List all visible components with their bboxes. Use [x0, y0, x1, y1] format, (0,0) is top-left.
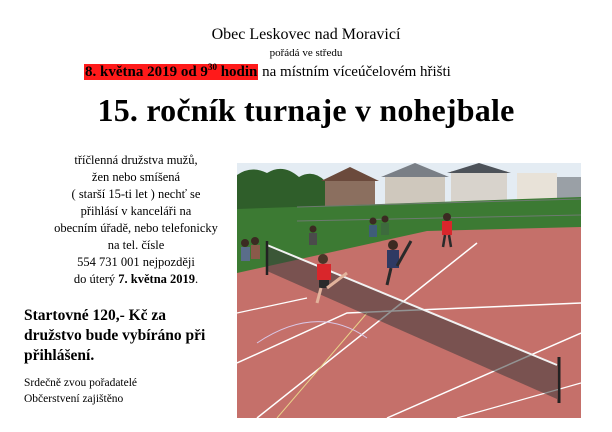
date-highlight — [84, 64, 258, 80]
registration-line: ( starší 15-ti let ) nechť se — [71, 187, 201, 201]
registration-line: obecním úřadě, nebo telefonicky — [54, 221, 218, 235]
registration-line: 554 731 001 nejpozději — [77, 255, 195, 269]
deadline-line — [38, 271, 234, 288]
closing-line: Občerstvení zajištěno — [24, 393, 124, 405]
registration-line: tříčlenná družstva mužů, — [74, 153, 198, 167]
fee-line: přihlášení. — [24, 347, 95, 364]
fee-block — [24, 306, 229, 366]
closing-line: Srdečně zvou pořadatelé — [24, 377, 138, 389]
registration-block — [38, 152, 234, 288]
deadline-prefix: do úterý — [73, 272, 119, 286]
fee-line: Startovné 120,- Kč za — [24, 307, 167, 324]
deadline-suffix: . — [195, 272, 199, 286]
registration-line: na tel. čísle — [107, 238, 165, 252]
date-line — [84, 62, 451, 81]
closing-block — [24, 375, 137, 407]
tournament-photo — [237, 163, 581, 418]
date-hours-word: hodin — [216, 64, 258, 80]
deadline-date: 7. května 2019 — [118, 272, 196, 286]
registration-line: přihlásí v kanceláři na — [80, 204, 192, 218]
registration-line: žen nebo smíšená — [91, 170, 181, 184]
date-text: 8. května 2019 od 9 — [85, 64, 208, 80]
date-minutes: 30 — [207, 62, 217, 72]
subtitle-line: pořádá ve středu — [269, 47, 343, 59]
location-text: na místním víceúčelovém hřišti — [258, 64, 451, 80]
fee-line: družstvo bude vybíráno při — [24, 327, 206, 344]
page-title: 15. ročník turnaje v nohejbale — [97, 92, 515, 128]
organizer-line: Obec Leskovec nad Moravicí — [211, 26, 401, 43]
